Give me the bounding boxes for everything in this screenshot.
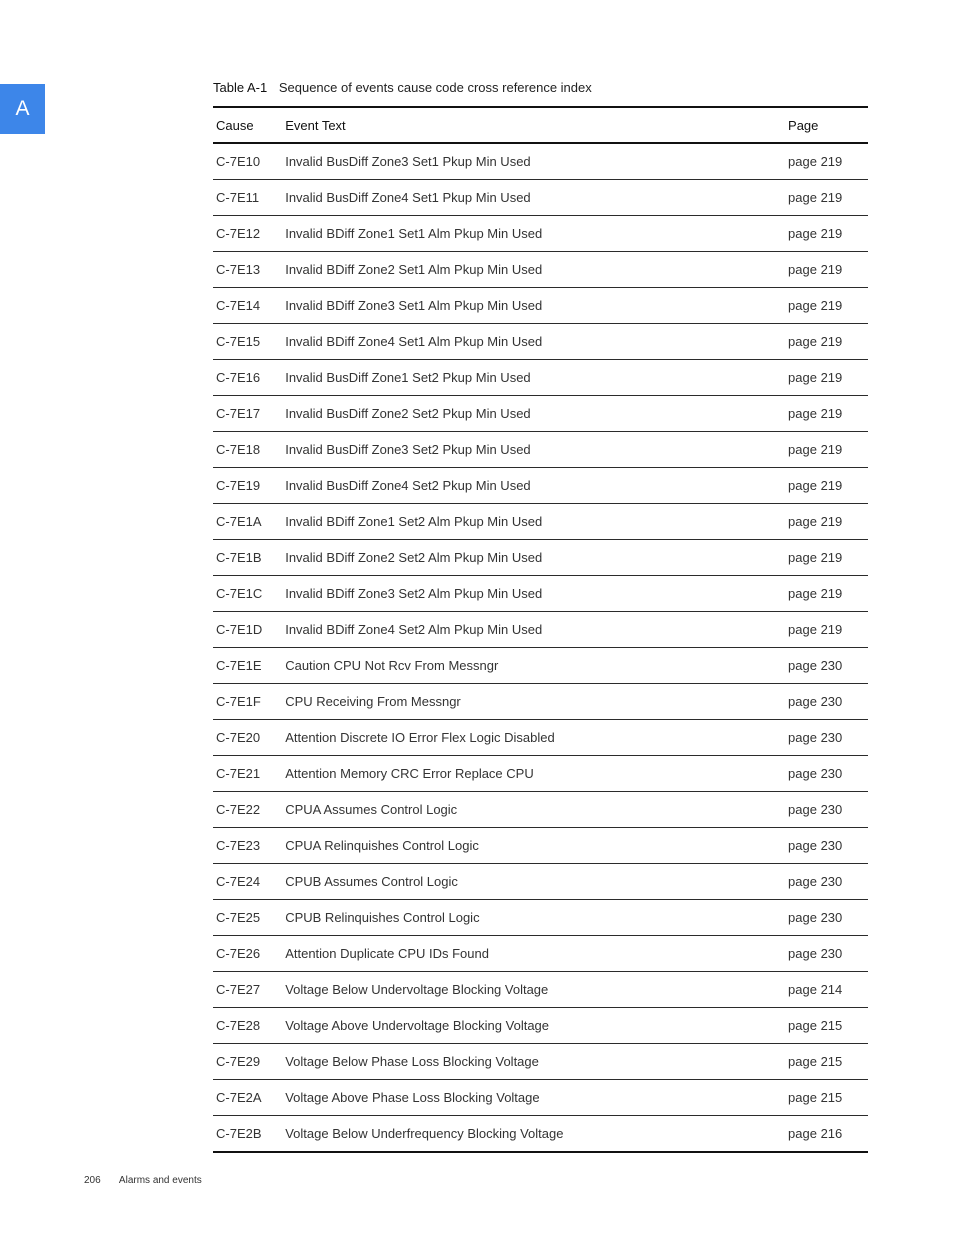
header-event-text: Event Text	[282, 107, 785, 143]
cell-event-text: Invalid BDiff Zone3 Set2 Alm Pkup Min Used	[282, 576, 785, 612]
cell-page: page 219	[785, 504, 868, 540]
cell-cause: C-7E20	[213, 720, 282, 756]
cell-page: page 230	[785, 720, 868, 756]
page-number: 206	[84, 1175, 101, 1186]
cell-event-text: Voltage Above Phase Loss Blocking Voltage	[282, 1080, 785, 1116]
cell-cause: C-7E21	[213, 756, 282, 792]
cell-page: page 219	[785, 143, 868, 180]
cell-page: page 219	[785, 180, 868, 216]
cause-code-table	[213, 106, 868, 1153]
cell-cause: C-7E18	[213, 432, 282, 468]
table-row	[213, 396, 868, 432]
cell-page: page 219	[785, 324, 868, 360]
cell-cause: C-7E1B	[213, 540, 282, 576]
table-header-row	[213, 107, 868, 143]
table-body	[213, 143, 868, 1152]
cell-page: page 230	[785, 756, 868, 792]
table-row	[213, 143, 868, 180]
table-row	[213, 288, 868, 324]
table-row	[213, 900, 868, 936]
cell-event-text: Invalid BusDiff Zone4 Set1 Pkup Min Used	[282, 180, 785, 216]
cell-page: page 219	[785, 360, 868, 396]
table-caption	[213, 80, 592, 95]
cell-cause: C-7E13	[213, 252, 282, 288]
cell-page: page 219	[785, 432, 868, 468]
table-row	[213, 864, 868, 900]
header-cause: Cause	[213, 107, 282, 143]
cell-cause: C-7E29	[213, 1044, 282, 1080]
cell-event-text: CPUB Assumes Control Logic	[282, 864, 785, 900]
page-footer	[84, 1175, 202, 1186]
cell-cause: C-7E2A	[213, 1080, 282, 1116]
cell-page: page 219	[785, 540, 868, 576]
table-row	[213, 504, 868, 540]
table-row	[213, 252, 868, 288]
table-caption-text: Sequence of events cause code cross reference index	[278, 80, 592, 95]
cell-page: page 230	[785, 792, 868, 828]
cell-cause: C-7E25	[213, 900, 282, 936]
cell-cause: C-7E1F	[213, 684, 282, 720]
cell-cause: C-7E15	[213, 324, 282, 360]
table-row	[213, 756, 868, 792]
cell-event-text: Attention Memory CRC Error Replace CPU	[282, 756, 785, 792]
cell-cause: C-7E28	[213, 1008, 282, 1044]
cell-page: page 230	[785, 828, 868, 864]
table-row	[213, 468, 868, 504]
cell-cause: C-7E11	[213, 180, 282, 216]
cell-event-text: Voltage Below Underfrequency Blocking Voltage	[282, 1116, 785, 1153]
cell-event-text: Attention Discrete IO Error Flex Logic Disabled	[282, 720, 785, 756]
cell-event-text: Invalid BDiff Zone3 Set1 Alm Pkup Min Used	[282, 288, 785, 324]
cell-cause: C-7E12	[213, 216, 282, 252]
table-row	[213, 936, 868, 972]
cell-page: page 219	[785, 288, 868, 324]
cell-event-text: Voltage Below Phase Loss Blocking Voltage	[282, 1044, 785, 1080]
table-row	[213, 1008, 868, 1044]
table-row	[213, 360, 868, 396]
cell-page: page 215	[785, 1008, 868, 1044]
cell-page: page 230	[785, 648, 868, 684]
table-row	[213, 576, 868, 612]
table-row	[213, 1116, 868, 1153]
cell-event-text: Invalid BusDiff Zone4 Set2 Pkup Min Used	[282, 468, 785, 504]
cell-event-text: Invalid BDiff Zone2 Set1 Alm Pkup Min Used	[282, 252, 785, 288]
cell-cause: C-7E2B	[213, 1116, 282, 1153]
cell-page: page 230	[785, 900, 868, 936]
cell-page: page 219	[785, 468, 868, 504]
table-row	[213, 792, 868, 828]
cell-event-text: Invalid BDiff Zone4 Set2 Alm Pkup Min Used	[282, 612, 785, 648]
table-row	[213, 432, 868, 468]
cell-event-text: CPUB Relinquishes Control Logic	[282, 900, 785, 936]
table-row	[213, 648, 868, 684]
cell-event-text: Attention Duplicate CPU IDs Found	[282, 936, 785, 972]
cell-cause: C-7E1E	[213, 648, 282, 684]
cell-cause: C-7E14	[213, 288, 282, 324]
cell-event-text: Voltage Below Undervoltage Blocking Voltage	[282, 972, 785, 1008]
cell-page: page 215	[785, 1044, 868, 1080]
table-row	[213, 180, 868, 216]
cell-cause: C-7E1A	[213, 504, 282, 540]
cell-cause: C-7E23	[213, 828, 282, 864]
cell-page: page 219	[785, 216, 868, 252]
cell-event-text: CPUA Assumes Control Logic	[282, 792, 785, 828]
cell-cause: C-7E27	[213, 972, 282, 1008]
cell-cause: C-7E1D	[213, 612, 282, 648]
cell-cause: C-7E1C	[213, 576, 282, 612]
cell-event-text: Invalid BusDiff Zone1 Set2 Pkup Min Used	[282, 360, 785, 396]
cell-page: page 219	[785, 396, 868, 432]
cell-event-text: Invalid BusDiff Zone2 Set2 Pkup Min Used	[282, 396, 785, 432]
cell-event-text: Voltage Above Undervoltage Blocking Voltage	[282, 1008, 785, 1044]
table-row	[213, 1080, 868, 1116]
cell-page: page 219	[785, 252, 868, 288]
chapter-tab	[0, 84, 45, 134]
cell-page: page 230	[785, 936, 868, 972]
cell-page: page 216	[785, 1116, 868, 1153]
cell-event-text: Caution CPU Not Rcv From Messngr	[282, 648, 785, 684]
cell-page: page 219	[785, 612, 868, 648]
cell-event-text: Invalid BDiff Zone1 Set1 Alm Pkup Min Used	[282, 216, 785, 252]
cell-event-text: Invalid BDiff Zone4 Set1 Alm Pkup Min Used	[282, 324, 785, 360]
cell-cause: C-7E17	[213, 396, 282, 432]
cell-cause: C-7E26	[213, 936, 282, 972]
cell-page: page 214	[785, 972, 868, 1008]
chapter-tab-letter: A	[15, 97, 30, 120]
cell-cause: C-7E22	[213, 792, 282, 828]
table-row	[213, 828, 868, 864]
table-row	[213, 612, 868, 648]
header-page: Page	[785, 107, 868, 143]
table-row	[213, 1044, 868, 1080]
cell-page: page 230	[785, 864, 868, 900]
table-caption-label: Table A-1	[213, 80, 268, 95]
cell-event-text: CPU Receiving From Messngr	[282, 684, 785, 720]
table-row	[213, 324, 868, 360]
cell-event-text: Invalid BDiff Zone2 Set2 Alm Pkup Min Used	[282, 540, 785, 576]
cell-cause: C-7E16	[213, 360, 282, 396]
table-row	[213, 684, 868, 720]
table-row	[213, 540, 868, 576]
table-row	[213, 972, 868, 1008]
cell-cause: C-7E19	[213, 468, 282, 504]
cell-event-text: Invalid BDiff Zone1 Set2 Alm Pkup Min Used	[282, 504, 785, 540]
cell-cause: C-7E10	[213, 143, 282, 180]
cell-page: page 230	[785, 684, 868, 720]
footer-section: Alarms and events	[118, 1175, 202, 1186]
cell-page: page 215	[785, 1080, 868, 1116]
cell-event-text: Invalid BusDiff Zone3 Set1 Pkup Min Used	[282, 143, 785, 180]
cell-page: page 219	[785, 576, 868, 612]
cell-event-text: CPUA Relinquishes Control Logic	[282, 828, 785, 864]
table-row	[213, 216, 868, 252]
cell-cause: C-7E24	[213, 864, 282, 900]
table-row	[213, 720, 868, 756]
cell-event-text: Invalid BusDiff Zone3 Set2 Pkup Min Used	[282, 432, 785, 468]
